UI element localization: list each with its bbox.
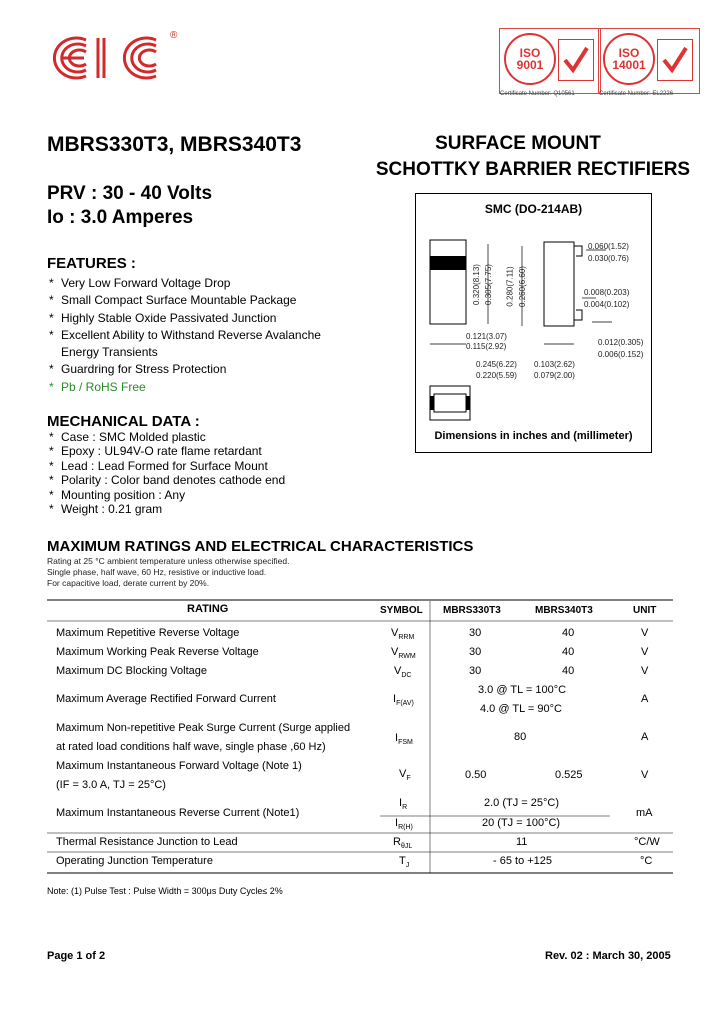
dim-label-vertical: 0.280(7.11)	[505, 266, 515, 307]
dim-label: 0.121(3.07)	[466, 332, 507, 341]
value-cell: 40	[562, 627, 575, 639]
list-item: * Lead : Lead Formed for Surface Mount	[49, 458, 268, 473]
dim-label: 0.006(0.152)	[598, 350, 644, 359]
value-cell: 3.0 @ TL = 100°C	[478, 684, 567, 696]
ratings-note: Single phase, half wave, 60 Hz, resistive or inductive load.	[47, 567, 267, 577]
unit-cell: °C/W	[634, 836, 660, 848]
list-item: * Highly Stable Oxide Passivated Junction	[49, 310, 277, 325]
list-item: * Mounting position : Any	[49, 487, 186, 502]
cert-caption-14001: Certificate Number: EL2226	[599, 91, 674, 97]
footnote: Note: (1) Pulse Test : Pulse Width = 300μs Duty Cycle≤ 2%	[47, 886, 283, 896]
unit-cell: A	[641, 693, 649, 705]
symbol-cell: $V_F$	[399, 768, 411, 783]
table-row: Operating Junction Temperature	[56, 855, 213, 867]
list-item: * Small Compact Surface Mountable Package	[49, 293, 297, 308]
symbol-cell: $I_{FSM}$	[395, 732, 413, 747]
package-title: SMC (DO-214AB)	[484, 202, 583, 216]
dim-label: 0.060(1.52)	[588, 242, 629, 251]
value-cell: 80	[514, 731, 527, 743]
page-number: Page 1 of 2	[47, 950, 106, 962]
dim-label: 0.008(0.203)	[584, 288, 630, 297]
revision: Rev. 02 : March 30, 2005	[545, 950, 671, 962]
dim-label-vertical: 0.260(6.60)	[517, 266, 527, 307]
list-item: * Very Low Forward Voltage Drop	[49, 276, 231, 290]
list-item: * Pb / RoHS Free	[49, 379, 146, 394]
unit-cell: V	[641, 769, 649, 781]
io-spec: Io : 3.0 Amperes	[47, 207, 194, 228]
symbol-cell: $V_{RRM}$	[391, 627, 415, 642]
unit-cell: V	[641, 627, 649, 639]
value-cell: - 65 to +125	[493, 855, 553, 867]
table-row: Maximum Non-repetitive Peak Surge Current (Surge applied	[56, 722, 351, 734]
dim-label: 0.030(0.76)	[588, 254, 629, 263]
unit-cell: V	[641, 646, 649, 658]
table-row: Maximum DC Blocking Voltage	[56, 665, 208, 677]
prv-spec: PRV : 30 - 40 Volts	[47, 183, 213, 204]
symbol-cell: $T_J$	[399, 855, 410, 870]
subtitle-line1: SURFACE MOUNT	[435, 133, 601, 154]
symbol-cell: $V_{DC}$	[394, 665, 412, 680]
part-number-title: MBRS330T3, MBRS340T3	[47, 133, 302, 156]
table-row: Maximum Instantaneous Forward Voltage (Note 1)	[56, 760, 302, 772]
table-row: Maximum Instantaneous Reverse Current (Note1)	[56, 807, 300, 819]
symbol-cell: $V_{RWM}$	[391, 646, 416, 661]
table-row: Maximum Average Rectified Forward Current	[56, 693, 276, 705]
value-cell: 30	[469, 665, 482, 677]
col-symbol: SYMBOL	[380, 605, 423, 616]
dim-label: 0.220(5.59)	[476, 371, 517, 380]
col-mbrs330t3: MBRS330T3	[443, 605, 501, 616]
list-item: * Excellent Ability to Withstand Reverse Avalanche	[49, 327, 321, 342]
table-row-continued: (IF = 3.0 A, TJ = 25°C)	[56, 779, 166, 791]
col-rating: RATING	[187, 603, 229, 615]
table-row-continued: at rated load conditions half wave, single phase ,60 Hz)	[56, 741, 326, 753]
dim-label: 0.115(2.92)	[466, 342, 507, 351]
table-row: Maximum Repetitive Reverse Voltage	[56, 627, 240, 639]
unit-cell: V	[641, 665, 649, 677]
symbol-cell: $I_{R(H)}$	[395, 817, 413, 832]
table-row: Maximum Working Peak Reverse Voltage	[56, 646, 259, 658]
symbol-cell: $I_{F(AV)}$	[393, 693, 414, 708]
list-item: * Epoxy : UL94V-O rate flame retardant	[49, 444, 262, 459]
value-cell: 11	[516, 836, 528, 848]
list-item: * Polarity : Color band denotes cathode end	[49, 473, 286, 488]
registered-mark: ®	[170, 30, 178, 41]
cert-caption-9001: Certificate Number: Q10561	[500, 91, 575, 97]
col-mbrs340t3: MBRS340T3	[535, 605, 593, 616]
value-cell: 0.525	[555, 769, 583, 781]
unit-cell: mA	[636, 807, 653, 819]
dim-label: 0.103(2.62)	[534, 360, 575, 369]
ratings-note: Rating at 25 °C ambient temperature unless otherwise specified.	[47, 556, 290, 566]
package-caption: Dimensions in inches and (millimeter)	[434, 430, 633, 442]
table-row: Thermal Resistance Junction to Lead	[56, 836, 238, 848]
dim-label: 0.079(2.00)	[534, 371, 575, 380]
dim-label: 0.012(0.305)	[598, 338, 644, 347]
dim-label-vertical: 0.305(7.75)	[483, 264, 493, 305]
value-cell: 30	[469, 646, 482, 658]
dim-label-vertical: 0.320(8.13)	[471, 264, 481, 305]
col-unit: UNIT	[633, 605, 657, 616]
features-heading: FEATURES :	[47, 255, 136, 272]
list-item: * Case : SMC Molded plastic	[49, 430, 206, 444]
list-item: * Guardring for Stress Protection	[49, 362, 227, 377]
value-cell: 2.0 (TJ = 25°C)	[484, 797, 560, 809]
dim-label: 0.004(0.102)	[584, 300, 630, 309]
ratings-heading: MAXIMUM RATINGS AND ELECTRICAL CHARACTERISTICS	[47, 538, 474, 555]
dim-label: 0.245(6.22)	[476, 360, 517, 369]
symbol-cell: $I_R$	[399, 797, 408, 812]
unit-cell: °C	[640, 855, 653, 867]
iso-14001-seal: ISO 14001	[603, 33, 655, 85]
unit-cell: A	[641, 731, 649, 743]
value-cell: 4.0 @ TL = 90°C	[480, 703, 562, 715]
mechanical-heading: MECHANICAL DATA :	[47, 413, 200, 430]
value-cell: 0.50	[465, 769, 487, 781]
ratings-note: For capacitive load, derate current by 20%.	[47, 578, 210, 588]
value-cell: 20 (TJ = 100°C)	[482, 817, 561, 829]
value-cell: 40	[562, 665, 575, 677]
iso-9001-seal: ISO 9001	[504, 33, 556, 85]
value-cell: 40	[562, 646, 575, 658]
list-item: * Weight : 0.21 gram	[49, 502, 163, 517]
list-item: Energy Transients	[61, 345, 158, 360]
value-cell: 30	[469, 627, 482, 639]
subtitle-line2: SCHOTTKY BARRIER RECTIFIERS	[375, 159, 691, 180]
symbol-cell: $R_{\theta JL}$	[393, 836, 413, 851]
